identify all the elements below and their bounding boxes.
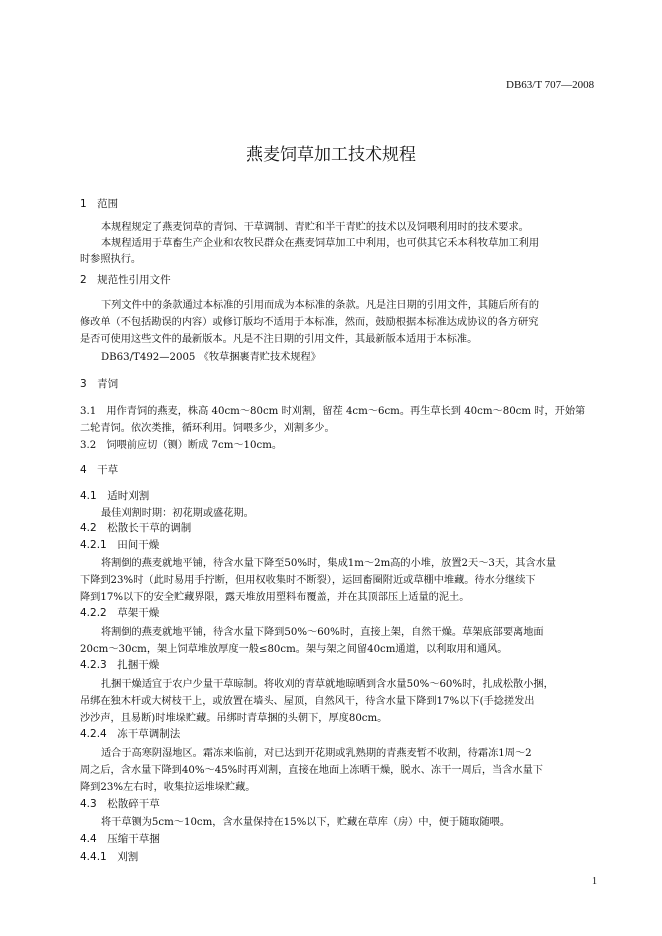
paragraph-line: 适合于高寒阴湿地区。霜冻来临前，对已达到开花期或乳熟期的青燕麦暂不收割，待霜冻1周～2 [101, 748, 532, 759]
paragraph-line: 将干草铡为5cm～10cm，含水量保持在15%以下，贮藏在草库（房）中，便于随取随喂。 [101, 817, 511, 828]
paragraph-line: 扎捆干燥适宜于农户少量干草晾制。将收刈的青草就地晾晒到含水量50%～60%时，扎成松散小捆， [101, 679, 554, 690]
section-4-heading: 4 干草 [80, 464, 119, 476]
section-1-heading: 1 范围 [80, 198, 119, 210]
paragraph-line: 是否可使用这些文件的最新版本。凡是不注日期的引用文件，其最新版本适用于本标准。 [80, 334, 478, 345]
page-number: 1 [592, 876, 597, 887]
clause-line: 3.2 饲喂前应切（铡）断成 7cm～10cm。 [80, 440, 283, 451]
page-title: 燕麦饲草加工技术规程 [246, 145, 416, 165]
clause-heading: 4.2 松散长干草的调制 [80, 522, 192, 534]
paragraph-line: 最佳刈割时期：初花期或盛花期。 [101, 508, 254, 519]
paragraph-line: 将割倒的燕麦就地平铺，待含水量下降至50%时，集成1m～2m高的小堆，放置2天～3天，其含水量 [101, 558, 557, 569]
paragraph-line: 降到23%左右时，收集拉运堆垛贮藏。 [80, 782, 256, 793]
paragraph-line: 沙沙声，且易断)时堆垛贮藏。吊绑时青草捆的头朝下，厚度80cm。 [80, 713, 388, 724]
clause-heading: 4.4 压缩干草捆 [80, 833, 160, 845]
paragraph-line: 下列文件中的条款通过本标准的引用而成为本标准的条款。凡是注日期的引用文件，其随后所有的 [101, 300, 540, 311]
paragraph-line: 降到17%以下的安全贮藏界限，露天堆放用塑料布覆盖，并在其顶部压上适量的泥土。 [80, 592, 470, 603]
paragraph-line: 修改单（不包括勘误的内容）或修订版均不适用于本标准，然而，鼓励根据本标准达成协议的各方研究 [80, 317, 539, 328]
clause-heading: 4.3 松散碎干草 [80, 798, 160, 810]
clause-heading: 4.4.1 刈割 [80, 851, 139, 863]
clause-heading: 4.2.4 冻干草调制法 [80, 728, 181, 740]
paragraph-line: 本规程规定了燕麦饲草的青饲、干草调制、青贮和半干青贮的技术以及饲喂利用时的技术要求。 [101, 222, 529, 233]
paragraph-line: 吊绑在独木杆或大树枝干上，或放置在墙头、屋顶，自然风干，待含水量下降到17%以下(手捻搓发出 [80, 696, 535, 707]
clause-line: 二轮青饲。依次类推，循环利用。饲喂多少，刈割多少。 [80, 423, 335, 434]
clause-line: 3.1 用作青饲的燕麦，株高 40cm～80cm 时刈割，留茬 4cm～6cm。再生草长到 40cm～80cm 时，开始第 [80, 406, 586, 417]
paragraph-line: 20cm～30cm，架上饲草堆放厚度一般≤80cm。架与架之间留40cm通道，以利取用和通风。 [80, 644, 508, 655]
paragraph-line: 将割倒的燕麦就地平铺，待含水量下降到50%～60%时，直接上架，自然干燥。草架底部要离地面 [101, 627, 544, 638]
section-3-heading: 3 青饲 [80, 378, 119, 390]
paragraph-line: 周之后，含水量下降到40%～45%时再刈割，直接在地面上冻晒干燥，脱水、冻干一周后，当含水量下 [80, 765, 543, 776]
clause-heading: 4.1 适时刈割 [80, 490, 150, 502]
reference-item: DB63/T492—2005 《牧草捆裹青贮技术规程》 [101, 352, 321, 363]
section-2-heading: 2 规范性引用文件 [80, 274, 171, 286]
paragraph-line: 时参照执行。 [80, 254, 142, 265]
clause-heading: 4.2.3 扎捆干燥 [80, 659, 160, 671]
clause-heading: 4.2.2 草架干燥 [80, 607, 160, 619]
document-number: DB63/T 707—2008 [506, 79, 595, 91]
clause-heading: 4.2.1 田间干燥 [80, 539, 160, 551]
paragraph-line: 下降到23%时（此时易用手拧断，但用权收集时不断裂），运回畜圈附近或草棚中堆藏。待水分继续下 [80, 575, 536, 586]
paragraph-line: 本规程适用于草畜生产企业和农牧民群众在燕麦饲草加工中利用，也可供其它禾本科牧草加工利用 [101, 238, 540, 249]
